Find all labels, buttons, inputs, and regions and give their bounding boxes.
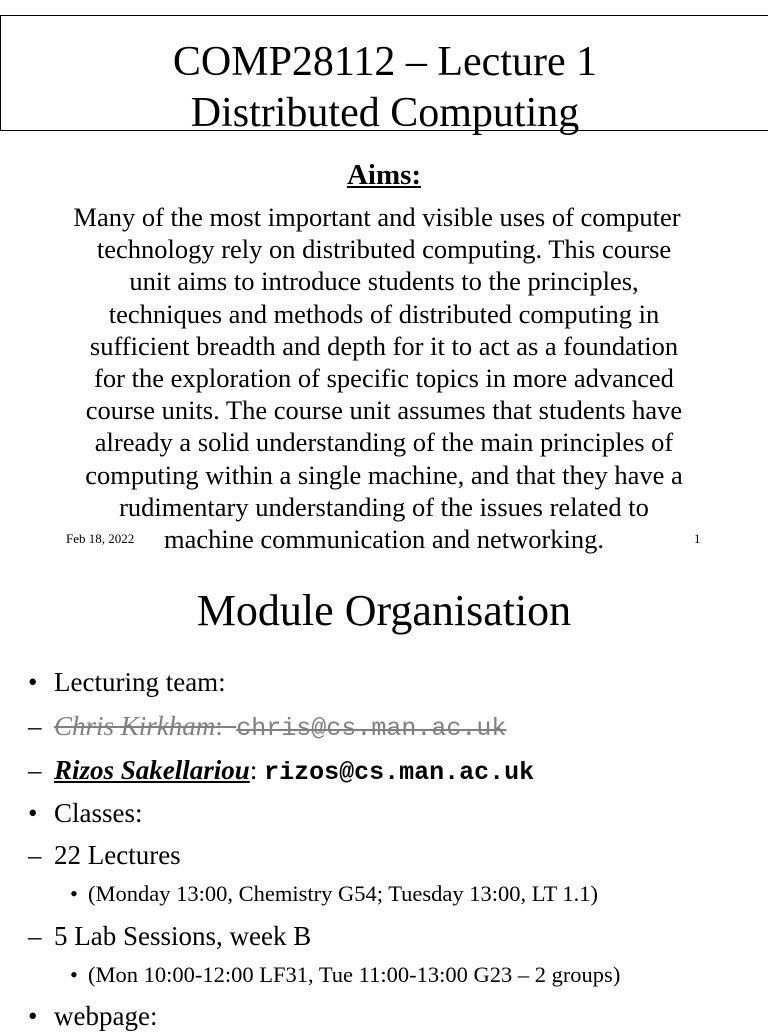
dash-marker: – bbox=[28, 921, 42, 951]
sub-bullet-marker: • bbox=[70, 881, 78, 906]
aims-line: technology rely on distributed computing. This course bbox=[96, 234, 672, 265]
webpage-label: webpage: bbox=[54, 1001, 158, 1031]
aims-paragraph bbox=[0, 201, 768, 555]
labs-row bbox=[28, 920, 311, 952]
bullet-lecturing-team bbox=[28, 666, 226, 698]
aims-line: already a solid understanding of the main principles of bbox=[94, 427, 674, 458]
aims-line: rudimentary understanding of the issues related to bbox=[119, 491, 649, 522]
lecturer-name-sakellariou: Rizos Sakellariou bbox=[54, 755, 250, 785]
slide2-title: Module Organisation bbox=[196, 586, 572, 635]
bullet-webpage bbox=[28, 1000, 157, 1032]
labs-detail-row bbox=[70, 961, 620, 989]
colon-separator: : bbox=[249, 755, 258, 785]
lectures-row bbox=[28, 839, 181, 871]
dash-marker: – bbox=[28, 755, 42, 785]
aims-line: unit aims to introduce students to the principles, bbox=[129, 266, 639, 297]
colon-separator: : bbox=[215, 711, 223, 741]
lecturer-row-sakellariou bbox=[28, 754, 534, 789]
aims-line: techniques and methods of distributed computing in bbox=[108, 298, 660, 329]
slide-page-number: 1 bbox=[694, 531, 701, 546]
bullet-marker: • bbox=[28, 798, 38, 828]
dash-marker: – bbox=[28, 711, 42, 741]
bullet-classes bbox=[28, 797, 143, 829]
lecturing-team-label: Lecturing team: bbox=[54, 667, 226, 697]
lectures-detail-row bbox=[70, 880, 598, 908]
labs-detail: (Mon 10:00-12:00 LF31, Tue 11:00-13:00 G23 – 2 groups) bbox=[88, 962, 621, 987]
dash-marker: – bbox=[28, 840, 42, 870]
aims-line: course units. The course unit assumes that students have bbox=[85, 395, 683, 426]
aims-line: machine communication and networking. bbox=[163, 524, 605, 555]
aims-line: computing within a single machine, and that they have a bbox=[85, 459, 683, 490]
slide1-title-line1: COMP28112 – Lecture 1 bbox=[172, 39, 598, 85]
aims-line: for the exploration of specific topics in more advanced bbox=[94, 363, 674, 394]
slide1-title-box bbox=[0, 15, 768, 136]
bullet-marker: • bbox=[28, 1001, 38, 1031]
aims-line: sufficient breadth and depth for it to act as a foundation bbox=[89, 330, 679, 361]
slide-footer-date: Feb 18, 2022 bbox=[66, 531, 135, 546]
lecturer-row-kirkham bbox=[28, 710, 506, 745]
aims-heading: Aims: bbox=[346, 159, 422, 191]
sub-bullet-marker: • bbox=[70, 962, 78, 987]
slide1-title-line2: Distributed Computing bbox=[190, 90, 580, 136]
lectures-label: 22 Lectures bbox=[54, 840, 181, 870]
lecturer-name-kirkham: Chris Kirkham bbox=[54, 711, 216, 741]
lectures-detail: (Monday 13:00, Chemistry G54; Tuesday 13:00, LT 1.1) bbox=[88, 881, 599, 906]
aims-line: Many of the most important and visible uses of computer bbox=[73, 202, 681, 232]
classes-label: Classes: bbox=[54, 798, 143, 828]
struck-lecturer-entry bbox=[54, 711, 506, 741]
bullet-marker: • bbox=[28, 667, 38, 697]
labs-label: 5 Lab Sessions, week B bbox=[54, 921, 312, 951]
lecturer-email-sakellariou: rizos@cs.man.ac.uk bbox=[264, 758, 535, 787]
lecturer-email-kirkham: chris@cs.man.ac.uk bbox=[236, 714, 507, 743]
